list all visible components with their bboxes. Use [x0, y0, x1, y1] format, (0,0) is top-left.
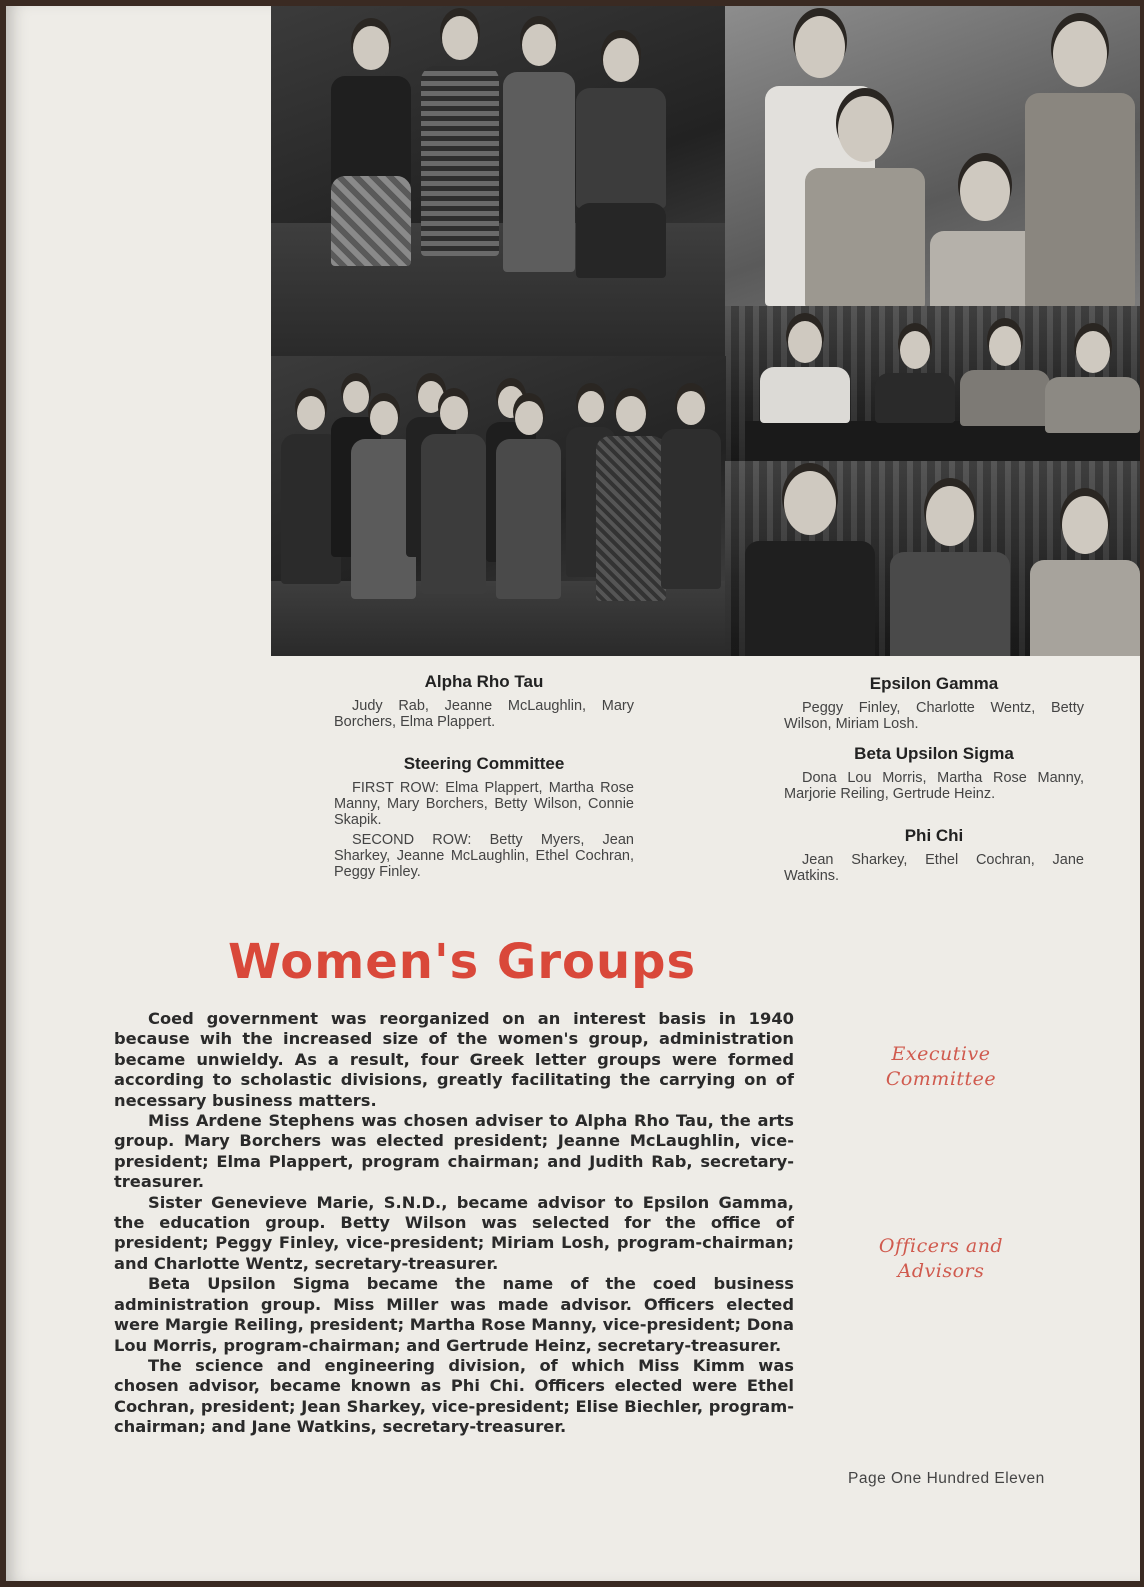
photo-alpha-rho-tau: [271, 6, 726, 356]
caption-second-row: SECOND ROW: Betty Myers, Jean Sharkey, Jeanne McLaughlin, Ethel Cochran, Peggy Finley.: [334, 832, 634, 880]
paragraph: Sister Genevieve Marie, S.N.D., became advisor to Epsilon Gamma, the education group. Betty Wilson was selected for the office of president; Peggy Finley, vice-president; Miriam Losh, program-chairman; and Charlotte Wentz, secretary-treasurer.: [114, 1192, 794, 1273]
label-executive-committee: [856, 1042, 1026, 1092]
caption-title: Beta Upsilon Sigma: [854, 744, 1014, 763]
label-line: Committee: [885, 1068, 997, 1090]
caption-beta-upsilon-sigma: [784, 744, 1084, 802]
caption-text: Dona Lou Morris, Martha Rose Manny, Marjorie Reiling, Gertrude Heinz.: [784, 770, 1084, 802]
page-title: Women's Groups: [228, 934, 697, 990]
caption-first-row: FIRST ROW: Elma Plappert, Martha Rose Manny, Mary Borchers, Betty Wilson, Connie Skapik.: [334, 780, 634, 828]
caption-phi-chi: [784, 826, 1084, 884]
label-line: Advisors: [897, 1260, 985, 1282]
caption-title: Steering Committee: [403, 754, 565, 773]
caption-text: Judy Rab, Jeanne McLaughlin, Mary Borchers, Elma Plappert.: [334, 698, 634, 730]
label-line: Officers and: [878, 1235, 1004, 1257]
caption-text: Jean Sharkey, Ethel Cochran, Jane Watkins.: [784, 852, 1084, 884]
caption-title: Phi Chi: [904, 826, 964, 845]
page-number: Page One Hundred Eleven: [848, 1470, 1045, 1487]
paragraph: The science and engineering division, of which Miss Kimm was chosen advisor, became known as Phi Chi. Officers elected were Ethel Cochran, president; Jean Sharkey, vice-president; Elise Biechler, program-chairman; and Jane Watkins, secretary-treasurer.: [114, 1355, 794, 1437]
paragraph: Beta Upsilon Sigma became the name of the coed business administration group. Miss Miller was made advisor. Officers elected were Margie Reiling, president; Martha Rose Manny, vice-president; Dona Lou Morris, program-chairman; and Gertrude Heinz, secretary-treasurer.: [114, 1274, 794, 1355]
yearbook-page: [6, 6, 1140, 1581]
caption-epsilon-gamma: [784, 674, 1084, 732]
photo-phi-chi: [725, 461, 1140, 656]
paragraph: Miss Ardene Stephens was chosen adviser to Alpha Rho Tau, the arts group. Mary Borchers was elected president; Jeanne McLaughlin, vice-president; Elma Plappert, program chairman; and Judith Rab, secretary-treasurer.: [114, 1111, 794, 1192]
caption-text: Peggy Finley, Charlotte Wentz, Betty Wilson, Miriam Losh.: [784, 700, 1084, 732]
photo-beta-upsilon-sigma: [725, 306, 1140, 461]
article-body: [114, 1009, 794, 1438]
photo-steering-committee: [271, 356, 726, 656]
caption-title: Alpha Rho Tau: [424, 672, 544, 691]
label-officers-and-advisors: [856, 1234, 1026, 1284]
paragraph: Coed government was reorganized on an interest basis in 1940 because wih the increased size of the women's group, administration became unwieldy. As a result, four Greek letter groups were formed according to scholastic divisions, greatly facilitating the carrying on of necessary business matters.: [114, 1009, 794, 1110]
caption-steering-committee: [334, 754, 634, 880]
caption-title: Epsilon Gamma: [869, 674, 999, 693]
photo-epsilon-gamma: [725, 6, 1140, 306]
label-line: Executive: [891, 1043, 991, 1065]
caption-alpha-rho-tau: [334, 672, 634, 730]
